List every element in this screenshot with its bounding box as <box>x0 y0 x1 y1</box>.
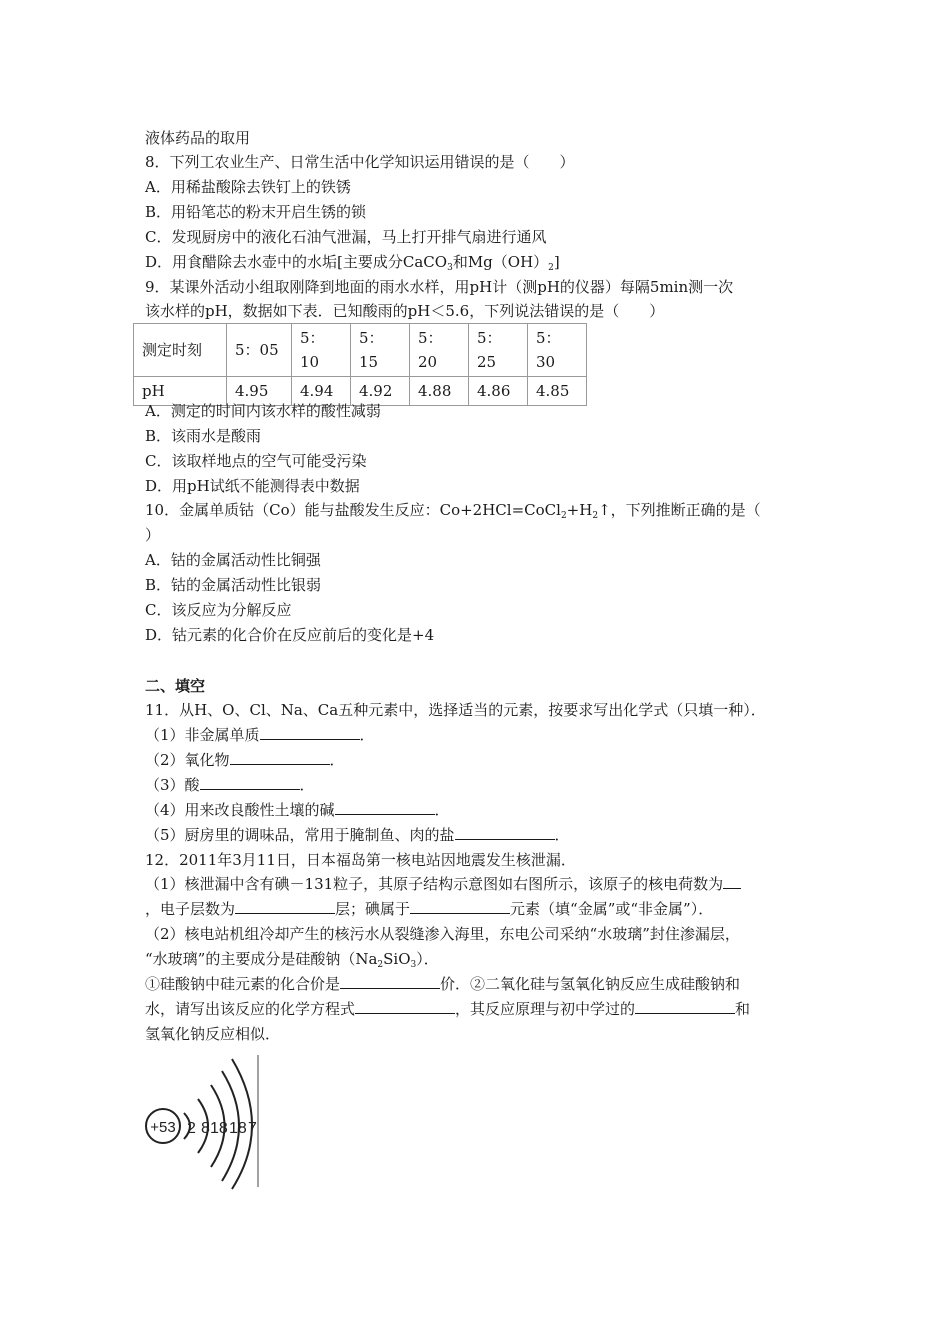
q12-3b-text-3: 和 <box>735 1000 751 1018</box>
answer-blank[interactable] <box>340 974 440 989</box>
q11-item-2 <box>145 750 345 770</box>
time-value: 15 <box>359 353 379 371</box>
q8d-subscript-1: 3 <box>447 263 453 273</box>
q12-1b-text-2: 层；碘属于 <box>335 900 411 918</box>
q9-option-a: A．测定的时间内该水样的酸性减弱 <box>145 402 381 420</box>
answer-blank[interactable] <box>260 725 360 740</box>
q10-option-a: A．钴的金属活动性比铜强 <box>145 551 321 569</box>
q10-option-d: D．钴元素的化合价在反应前后的变化是+4 <box>145 626 435 644</box>
q10-text-3: ↑，下列推断正确的是（ <box>598 501 761 519</box>
q11-item-1 <box>145 725 375 745</box>
q12-part-2-line-2 <box>145 949 439 969</box>
electron-count: 18 <box>210 1120 228 1137</box>
question-10-line-2: ） <box>145 526 161 544</box>
q12-3b-text-2: ，其反应原理与初中学过的 <box>455 1000 636 1018</box>
period: ． <box>434 801 450 819</box>
table-cell-time <box>351 324 410 377</box>
answer-blank[interactable] <box>335 800 435 815</box>
section-heading: 二、填空 <box>145 677 206 695</box>
q10-text-1: 10．金属单质钴（Co）能与盐酸发生反应：Co+2HCl=CoCl <box>145 501 561 519</box>
q9-option-b: B．该雨水是酸雨 <box>145 427 262 445</box>
q11-item-5 <box>145 825 570 845</box>
q11-3-text: （3）酸 <box>145 776 200 794</box>
period: ． <box>359 726 375 744</box>
q8-option-c: C．发现厨房中的液化石油气泄漏，马上打开排气扇进行通风 <box>145 228 547 246</box>
question-11: 11．从H、O、Cl、Na、Ca五种元素中，选择适当的元素，按要求写出化学式（只填一种）． <box>145 701 766 719</box>
q12-2b-text-2: SiO <box>383 950 411 968</box>
q12-part-1-line-2 <box>145 899 713 919</box>
q8-option-d <box>145 252 560 272</box>
table-row-time <box>134 324 587 377</box>
q12-2b-subscript-1: 2 <box>377 960 384 970</box>
q11-item-3 <box>145 775 315 795</box>
answer-blank[interactable] <box>455 825 555 840</box>
table-cell-ph: 4.95 <box>227 377 292 406</box>
table-cell-ph: 4.85 <box>528 377 587 406</box>
ph-data-table <box>133 323 587 406</box>
atom-structure-diagram <box>138 1055 268 1190</box>
q12-part-2-line-1: （2）核电站机组冷却产生的核污水从裂缝渗入海里，东电公司采纳“水玻璃”封住渗漏层， <box>145 925 740 943</box>
time-value: 5：05 <box>235 341 279 359</box>
nucleus-label: +53 <box>150 1119 176 1136</box>
time-value: 20 <box>418 353 438 371</box>
answer-blank[interactable] <box>355 999 455 1014</box>
q8d-text-1: D．用食醋除去水壶中的水垢[主要成分CaCO <box>145 253 448 271</box>
question-12: 12．2011年3月11日，日本福岛第一核电站因地震发生核泄漏． <box>145 851 576 869</box>
q12-part-3-line-2 <box>145 999 750 1019</box>
table-cell-time <box>292 324 351 377</box>
time-value: 25 <box>477 353 497 371</box>
table-cell-time <box>227 324 292 377</box>
answer-blank[interactable] <box>200 775 300 790</box>
time-value: 5： <box>418 329 443 347</box>
q8d-text-3: ] <box>553 253 560 271</box>
q11-item-4 <box>145 800 450 820</box>
answer-blank[interactable] <box>235 899 335 914</box>
question-9-line-2: 该水样的pH，数据如下表．已知酸雨的pH＜5.6，下列说法错误的是（ ） <box>145 302 665 320</box>
question-10 <box>145 500 761 520</box>
q12-part-3-line-3: 氢氧化钠反应相似． <box>145 1025 281 1043</box>
answer-blank[interactable] <box>635 999 735 1014</box>
answer-blank[interactable] <box>410 899 510 914</box>
q12-1b-text-3: 元素（填“金属”或“非金属”）． <box>510 900 714 918</box>
q12-part-3-line-1 <box>145 974 740 994</box>
q9-option-c: C．该取样地点的空气可能受污染 <box>145 452 367 470</box>
answer-blank[interactable] <box>230 750 330 765</box>
q12-1b-text-1: ，电子层数为 <box>145 900 236 918</box>
answer-blank[interactable] <box>723 874 741 889</box>
period: ． <box>299 776 315 794</box>
table-cell-label: pH <box>134 377 227 406</box>
table-cell-ph: 4.86 <box>469 377 528 406</box>
q10-option-c: C．该反应为分解反应 <box>145 601 292 619</box>
time-value: 5： <box>536 329 561 347</box>
time-value: 5： <box>477 329 502 347</box>
q8d-text-2: 和Mg（OH） <box>452 253 549 271</box>
period: ． <box>554 826 570 844</box>
time-value: 5： <box>300 329 325 347</box>
table-cell-time <box>528 324 587 377</box>
q11-5-text: （5）厨房里的调味品，常用于腌制鱼、肉的盐 <box>145 826 455 844</box>
q12-2b-text-3: ）． <box>416 950 439 968</box>
table-cell-time <box>469 324 528 377</box>
time-value: 10 <box>300 353 320 371</box>
question-9-line-1: 9．某课外活动小组取刚降到地面的雨水水样，用pH计（测pH的仪器）每隔5min测一次 <box>145 278 734 296</box>
q8-option-b: B．用铅笔芯的粉末开启生锈的锁 <box>145 203 367 221</box>
electron-count: 18 <box>229 1120 247 1137</box>
q10-option-b: B．钴的金属活动性比银弱 <box>145 576 322 594</box>
q12-3b-text-1: 水，请写出该反应的化学方程式 <box>145 1000 356 1018</box>
q12-part-1-line-1 <box>145 874 741 894</box>
electron-count: 8 <box>201 1120 210 1137</box>
q12-2b-subscript-2: 3 <box>410 960 417 970</box>
q10-text-2: +H <box>566 501 593 519</box>
q11-2-text: （2）氧化物 <box>145 751 230 769</box>
question-8: 8．下列工农业生产、日常生活中化学知识运用错误的是（ ） <box>145 153 575 171</box>
q10-subscript-2: 2 <box>592 511 599 521</box>
q9-option-d: D．用pH试纸不能测得表中数据 <box>145 477 360 495</box>
q12-3a-text-1: ①硅酸钠中硅元素的化合价是 <box>145 975 341 993</box>
q10-subscript-1: 2 <box>560 511 567 521</box>
q11-4-text: （4）用来改良酸性土壤的碱 <box>145 801 335 819</box>
q11-1-text: （1）非金属单质 <box>145 726 260 744</box>
q8-option-a: A．用稀盐酸除去铁钉上的铁锈 <box>145 178 351 196</box>
table-cell-ph: 4.94 <box>292 377 351 406</box>
text-line: 液体药品的取用 <box>145 129 251 147</box>
q12-3a-text-2: 价．②二氧化硅与氢氧化钠反应生成硅酸钠和 <box>440 975 741 993</box>
electron-count: 2 <box>187 1120 196 1137</box>
table-cell-label: 测定时刻 <box>134 324 227 377</box>
q12-1-text: （1）核泄漏中含有碘－131粒子，其原子结构示意图如右图所示，该原子的核电荷数为 <box>145 875 724 893</box>
table-cell-ph: 4.92 <box>351 377 410 406</box>
period: ． <box>329 751 345 769</box>
q8d-subscript-2: 2 <box>548 263 554 273</box>
q12-2b-text-1: “水玻璃”的主要成分是硅酸钠（Na <box>145 950 378 968</box>
time-value: 30 <box>536 353 556 371</box>
electron-count: 7 <box>248 1120 257 1137</box>
time-value: 5： <box>359 329 384 347</box>
table-cell-ph: 4.88 <box>410 377 469 406</box>
table-cell-time <box>410 324 469 377</box>
